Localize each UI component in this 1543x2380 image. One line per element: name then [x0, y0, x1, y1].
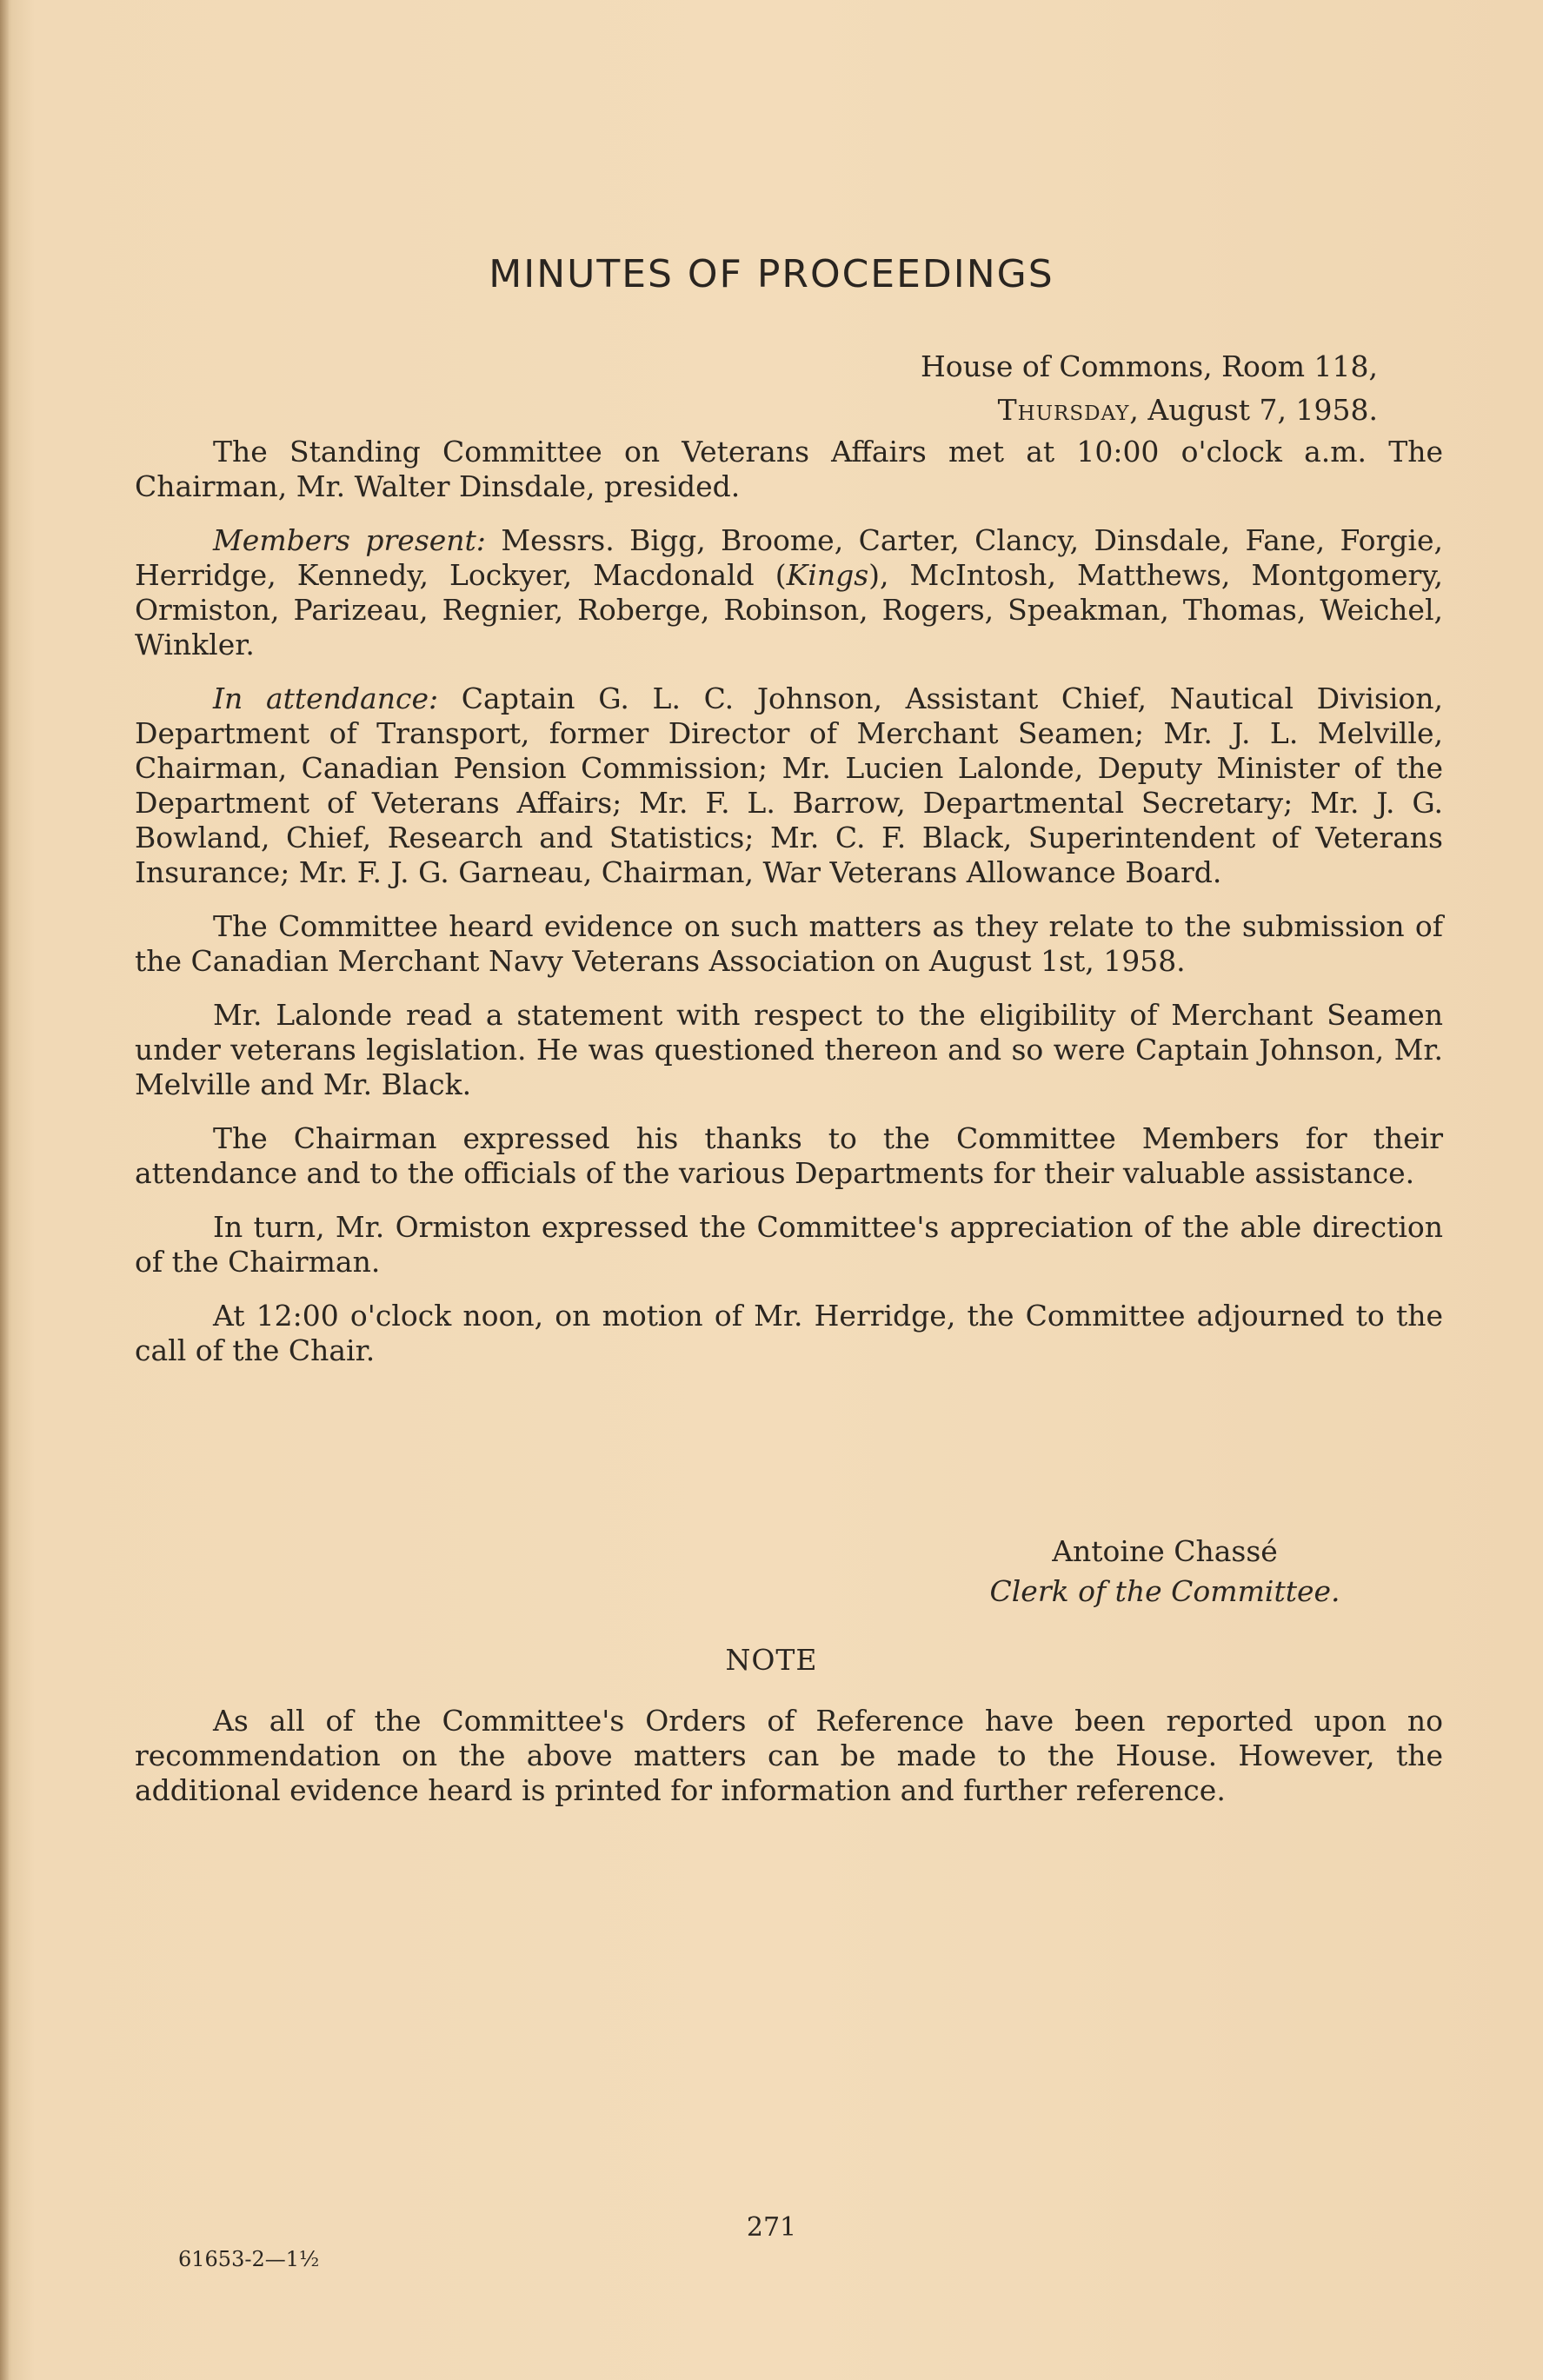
- paragraph-ormiston: In turn, Mr. Ormiston expressed the Committee's appreciation of the able direction of the Chairman.: [135, 1210, 1443, 1279]
- date-line: [998, 391, 1378, 429]
- minutes-body: [135, 435, 1443, 1387]
- paragraph-in-attendance: [135, 681, 1443, 890]
- members-text: Messrs. Bigg, Broome, Carter, Clancy, Dinsdale, Fane, Forgie, Herridge, Kennedy, Lockyer, Macdonald (: [135, 523, 1443, 592]
- note-heading: NOTE: [725, 1643, 818, 1677]
- members-text-2: ), McIntosh, Matthews, Montgomery, Ormiston, Parizeau, Regnier, Roberge, Robinson, Rogers, Speakman, Thomas, Weichel, Winkler.: [135, 558, 1443, 661]
- page-number: 271: [746, 2212, 797, 2243]
- signature-name: Antoine Chassé: [1052, 1534, 1278, 1568]
- members-kings: Kings: [786, 558, 869, 592]
- signature-role: Clerk of the Committee.: [989, 1574, 1340, 1608]
- location-line: House of Commons, Room 118,: [920, 349, 1378, 383]
- print-code: 61653-2—1½: [178, 2247, 320, 2271]
- note-text: As all of the Committee's Orders of Reference have been reported upon no recommendation on the above matters can be made to the House. However, the additional evidence heard is printed for information and further reference.: [135, 1704, 1443, 1807]
- paragraph-opening: The Standing Committee on Veterans Affairs met at 10:00 o'clock a.m. The Chairman, Mr. Walter Dinsdale, presided.: [135, 435, 1443, 503]
- paragraph-evidence: The Committee heard evidence on such matters as they relate to the submission of the Canadian Merchant Navy Veterans Association on August 1st, 1958.: [135, 909, 1443, 978]
- paragraph-members-present: [135, 523, 1443, 662]
- paragraph-lalonde: Mr. Lalonde read a statement with respect to the eligibility of Merchant Seamen under veterans legislation. He was questioned thereon and so were Captain Johnson, Mr. Melville and Mr. Black.: [135, 998, 1443, 1101]
- page-title: MINUTES OF PROCEEDINGS: [489, 252, 1054, 296]
- attendance-text: Captain G. L. C. Johnson, Assistant Chief, Nautical Division, Department of Transport, former Director of Merchant Seamen; Mr. J. L. Melville, Chairman, Canadian Pension Commission; Mr. Lucien Lalonde, Deputy Minister of the Department of Veterans Affairs; Mr. F. L. Barrow, Departmental Secretary; Mr. J. G. Bowland, Chief, Research and Statistics; Mr. C. F. Black, Superintendent of Veterans Insurance; Mr. F. J. G. Garneau, Chairman, War Veterans Allowance Board.: [135, 681, 1443, 889]
- date-rest: , August 7, 1958.: [1129, 393, 1378, 427]
- page-spine-shadow: [0, 0, 9, 2380]
- paragraph-thanks: The Chairman expressed his thanks to the Committee Members for their attendance and to the officials of the various Departments for their valuable assistance.: [135, 1121, 1443, 1190]
- paragraph-adjourn: At 12:00 o'clock noon, on motion of Mr. Herridge, the Committee adjourned to the call of the Chair.: [135, 1299, 1443, 1367]
- date-day: Thursday: [997, 393, 1130, 427]
- signature-block: [965, 1532, 1365, 1612]
- attendance-label: In attendance:: [213, 681, 439, 715]
- members-label: Members present:: [213, 523, 486, 557]
- note-section: [135, 1704, 1443, 1827]
